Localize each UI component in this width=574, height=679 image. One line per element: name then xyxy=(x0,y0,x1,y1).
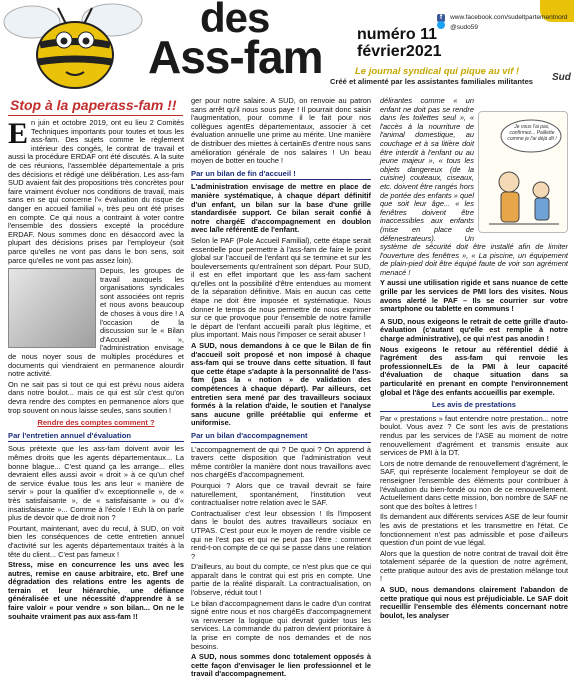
col2-paragraph-10: A SUD, nous sommes donc totalement opposés à cette façon d'envisager le lien professionnel et le travail d'accompagnement. xyxy=(191,652,371,679)
col3-paragraph-8: Alors que la question de notre contrat de travail doit être totalement séparée de la question de notre agrément, cette pratique autour des avis de prestation mélange tout ! xyxy=(380,548,568,584)
subtagline: Créé et alimenté par les assistantes familiales militantes xyxy=(330,77,534,86)
section-bilan-accompagnement: Par un bilan d'accompagnement xyxy=(191,430,308,440)
bee-icon xyxy=(0,0,150,92)
col3-paragraph-7: Ils demandent aux différents services ASE de leur fournir les avis de prestations et les transmettre en l'état. Ce fonctionnement n'est pas admissible et pose d'ailleurs question d'un point de vue légal. xyxy=(380,512,568,548)
section-rule xyxy=(380,411,568,412)
col1-paragraph-6: Stress, mise en concurrence les uns avec les autres, remise en cause arbitraire, etc. Bref une dégradation des relations entre les agents de terrain et leur hiérarchie, une défiance généralisée et une nécessité d'apprendre à se faire valoir « pour vendre » son bilan... On ne le souhaite vraiment pas aux ass-fam !! xyxy=(8,560,184,621)
column-3 xyxy=(380,96,568,620)
cartoon-illustration xyxy=(478,111,568,233)
facebook-icon: f xyxy=(437,14,445,22)
issue-number: numéro 11 xyxy=(357,26,438,43)
masthead-title-top: des xyxy=(200,0,270,41)
col2-paragraph-3: Selon le PAF (Pole Accueil Familial), cette étape serait essentielle pour permettre à l'ass-fam de faire le point global sur l'accueil de l'enfant qui se termine et sur les bouleversements qu'entraînent son départ. Pour SUD, il est en effet important que les ass-fam sachent qu'elles ont la possibilité d'être entendues au moment de la séparation définitive. Mais en aucun cas cette étape ne doit être imposée et systématique. Nous donner le temps de nous permettre de nous exprimer sur ce que provoque pour l'ensemble de notre famille le départ de l'enfant accueilli paraît plus légitime, et plus important. Mais nous l'imposer ce serait abuser ! xyxy=(191,235,371,340)
bee-mascot xyxy=(0,0,150,92)
section-rule xyxy=(191,179,371,180)
column-1 xyxy=(8,117,184,621)
col3-paragraph-4: Nous exigeons le retour au référentiel dédié à l'agrément des ass-fam qui renvoie les professionnelLEs de la PMI à leur capacité d'évaluation de chaque situation dans sa particularité en prenant en compte l'environnement global et l'âge des enfants accueillis par exemple. xyxy=(380,344,568,397)
col3-paragraph-6: Lors de notre demande de renouvellement d'agrément, le SAF, qui représente localement l'employeur se doit de renseigner l'ensemble des éléments pour contribuer à l'évaluation du bien-fondé ou non de ce renouvellement. Actuellement dans cette mission, bon nombre de SAF ne sont que des boîtes à lettres ! xyxy=(380,458,568,511)
paperwork-photo xyxy=(8,268,96,348)
col2-paragraph-7: Contractualiser c'est leur obsession ! Ils l'imposent dans le boulot des autres travailleurs sociaux en UTPAS. C'est pour eux le moyen de rendre visible ce qui ne l'est pas et qui ne peut pas l'être : comment rend-t-on compte de ce qui se passe dans une relation ? xyxy=(191,508,371,561)
subhead-rendre-comptes: Rendre des comptes comment ? xyxy=(37,418,155,428)
col3-paragraph-1: délirantes comme « un enfant ne doit pas se rendre dans les toilettes seul », « l'accès à la nourriture de l'animal domestique, au couchage et à sa litière doit être interdit à l'enfant ou au jeune majeur », « tous les objets dangereux (de la cuisine) couteaux, ciseaux, etc. doivent être rangés hors de portée des enfants » quel que soit leur âge... « les fenêtres doivent être inaccessibles aux enfants (mise en place de défenestrateurs). Un système de sécurité doit être installé afin de limiter l'ouverture des fenêtres », « La piscine, un équipement de plain-pied doit être équipé faute de voir son agrément menacé ! xyxy=(380,96,568,277)
section-avis-prestations: Les avis de prestations xyxy=(432,400,516,410)
col2-paragraph-8: D'ailleurs, au bout du compte, ce n'est plus que ce qui apparaît dans le contrat qui est pris en compte. Une partie de la réalité disparaît. La contractualisation, on l'observe, réduit tout ! xyxy=(191,562,371,598)
cartoon-speech: Je vous l'ai pas, confirmez... Paillette comme je l'ai déjà dit ! xyxy=(507,124,557,142)
col1-paragraph-2: Depuis, les groupes de travail auxquels les organisations syndicales sont associées ont repris et nous avons beaucoup de choses à vous dire ! A l'occasion de la discussion sur le « Bilan d'Accueil », l'administration envisage de nous noyer sous de multiples procédures et documents qui viendraient en permanence alourdir notre activité. xyxy=(8,266,184,379)
twitter-icon xyxy=(437,21,445,29)
col1-paragraph-4: Sous prétexte que les ass-fam doivent avoir les mêmes droits que les agents départementaux... La bonne blague... C'est quand ça les arrange... elles devraient elles aussi avoir « droit » à ce qu'un chef de service évalue tous les ans leur « manière de servir » pour la qualifier d'« exceptionnelle », de « très satisfaisante », de « satisfaisante » ou d'« insatisfaisante »... Comme à l'école ! Euh là on parle plus de devoir que de droit non ? xyxy=(8,444,184,523)
tagline: Le journal syndical qui pique au vif ! xyxy=(355,66,520,77)
issue-date: février2021 xyxy=(357,43,442,60)
intro-text: n juin et octobre 2019, ont eu lieu 2 Comités Techniques importants pour toutes et tous les ass-fam. Des sujets comme le règlement intérieur des congés, le contrat de travail et aussi la procédure ERDAF ont été discutés. A la suite de ces réunions, l'assemblée départementale a pris des décisions et rédigé une délibération. Les ass-fam SUD avaient fait des propositions très concrètes pour faire vraiment évoluer nos conditions de travail, mais sans en se qui concerne l'« évaluation du risque de danger en accueil familial », très peu ont été prises en compte. Ce qui nous a contraint à voter contre l'ensemble des dossiers excepté la procédure ERDAF. Nous sommes donc en désaccord avec la plupart des décisions prises par l'employeur (soit parce qu'elles ne vont pas dans le bon sens, soit parce qu'elles ne vont pas assez loin). xyxy=(8,118,184,265)
col1-paragraph-5: Pourtant, maintenant, avec du recul, à SUD, on voit bien les conséquences de cette entretien annuel d'activité sur les agents départementaux traités à la tête du client... C'est pas fameux ! xyxy=(8,523,184,559)
col2-paragraph-5: L'accompagnement de qui ? De quoi ? On apprend à travers cette disposition que l'administration veut même contrôler la manière dont nous travaillons avec nos chargéEs d'accompagnement. xyxy=(191,444,371,480)
column-2 xyxy=(191,96,371,679)
col1-paragraph-3: On ne sait pas si tout ce qui est prévu nous aidera dans notre boulot... mais ce qui est sûr c'est qu'on devra rendre des comptes en permanence alors que trop souvent on nous laisse seules, sans soutien ! xyxy=(8,379,184,415)
headline-rule xyxy=(8,115,183,116)
union-logo: Sud xyxy=(552,72,571,83)
col3-paragraph-2: Y aussi une utilisation rigide et sans nuance de cette grille par les services de PMI lors des visites. Nous avons alerté le PAF – Ils se courrier sur votre smartphone ou tablette en communs ! xyxy=(380,278,568,314)
col3-paragraph-3: A SUD, nous exigeons le retrait de cette grille d'auto-évaluation (c'autant qu'elle est remplie à notre charge administrative), ce qui n'est pas anodin ! xyxy=(380,316,568,344)
col2-paragraph-1: ger pour notre salaire. A SUD, on renvoie au patron sans arrêt qu'il nous sous paye ! Il pourrait donc saisir l'augmentation, pour comme il le fait pour nos collègues agentEs départementaux, associer à cet évaluation annuelle une prime au mérite. Une manière de distribuer des miettes à certainEs d'entre nous sans amélioration générale de nos salaires ! Un beau moyen de botter en touche ! xyxy=(191,96,371,166)
col2-paragraph-9: Le bilan d'accompagnement dans le cadre d'un contrat signé entre nous et nos chargéEs d'accompagnement va renverser la logique qui devrait guider tous les services. La commande du patron devient prioritaire à la prise en compte de nos demandes et de nos besoins. xyxy=(191,598,371,651)
col3-paragraph-5: Par « prestations » faut entendre notre prestation... notre boulot. Vous avez ? Ce sont les avis de prestations rendus par les services de l'ASE au moment de notre renouvellement d'agrément et transmis ensuite aux services de PMI à la DT. xyxy=(380,413,568,458)
article-headline: Stop à la paperass-fam !! xyxy=(10,97,177,113)
section-rule xyxy=(8,441,184,442)
section-rule xyxy=(191,442,371,443)
col2-paragraph-6: Pourquoi ? Alors que ce travail devrait se faire naturellement, spontanément, l'institution veut contractualiser notre relation avec le SAF. xyxy=(191,480,371,508)
col2-paragraph-2: L'administration envisage de mettre en place de manière systématique, à chaque départ définitif d'un enfant, un bilan sur la base d'une grille standardisée support. Ce bilan serait confié à notre chargéE d'accompagnement en doublon avec la/le référentE de l'enfant. xyxy=(191,182,371,235)
col3-paragraph-9: A SUD, nous demandons clairement l'abandon de cette pratique qui nous est préjudiciable. Le SAF doit recueillir l'ensemble des éléments concernant notre boulot, les analyser xyxy=(380,585,568,620)
masthead-title-main: Ass-fam xyxy=(148,31,323,83)
facebook-url: www.facebook.com/sudeltpartementnord xyxy=(450,14,568,21)
dropcap: E xyxy=(8,117,29,150)
twitter-link[interactable] xyxy=(437,14,478,33)
col2-paragraph-4: A SUD, nous demandons à ce que le Bilan de fin d'accueil soit proposé et non imposé à chaque ass-fam qui se trouve dans cette situation. Il faut que cette étape s'adapte à la personnalité de l'ass-fam (pas la « notion » de validation des compétences à chaque départ). Par ailleurs, cet entretien sera mené par des travailleurs sociaux formés à la relation d'aide, le soutien et l'analyse sans aucune grille préétablie qui enferme et uniformise. xyxy=(191,341,371,428)
section-bilan-fin-accueil: Par un bilan de fin d'accueil ! xyxy=(191,168,296,178)
section-entretien-annuel: Par l'entretien annuel d'évaluation xyxy=(8,430,132,440)
twitter-handle: @sudo59 xyxy=(450,24,479,31)
